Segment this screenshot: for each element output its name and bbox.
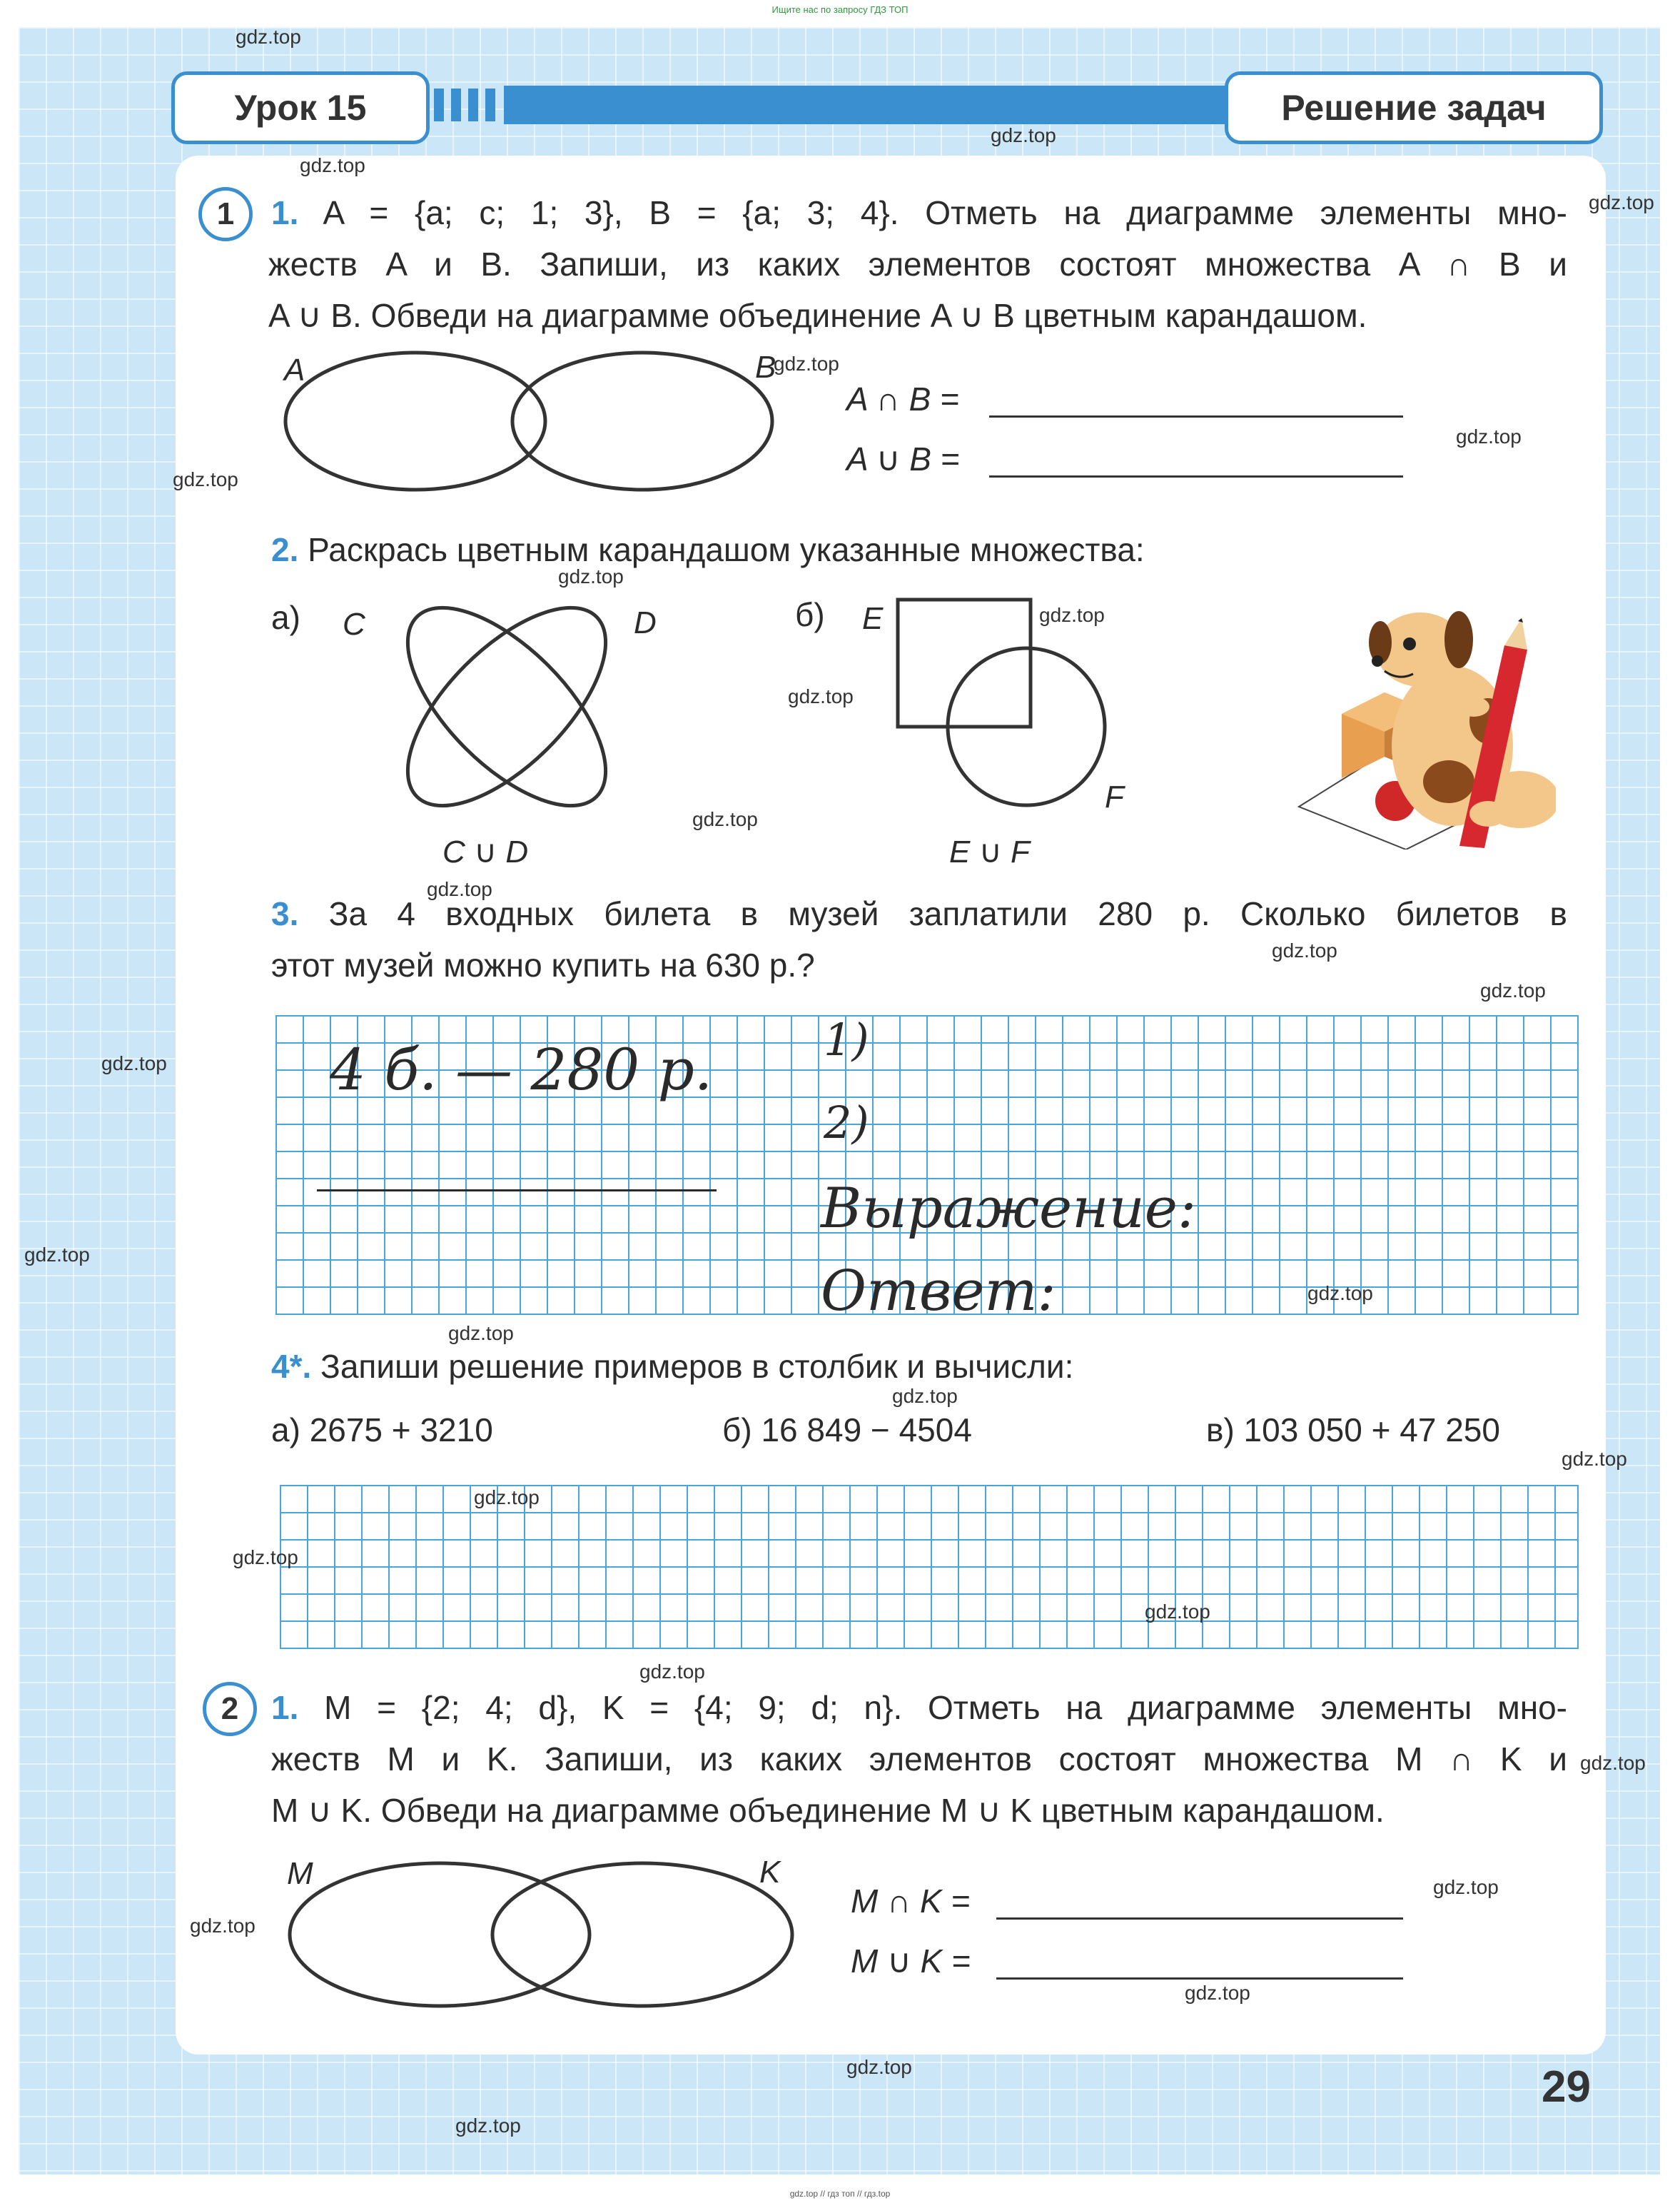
union-ab-answer-line[interactable] <box>989 475 1403 478</box>
header-stripes <box>434 89 500 121</box>
task-3-line-2: этот музей можно купить на 630 р.? <box>271 947 815 984</box>
set-a-ellipse[interactable] <box>285 353 545 490</box>
section-2-badge: 2 <box>203 1682 257 1736</box>
set-k-ellipse[interactable] <box>492 1863 792 2006</box>
task-2-line <box>271 524 1413 575</box>
lesson-label: Урок 15 <box>171 71 430 144</box>
task-1-line-1 <box>271 187 1567 238</box>
watermark: gdz.top <box>1433 1876 1499 1898</box>
label-f: F <box>1105 780 1124 815</box>
watermark: gdz.top <box>892 1385 958 1407</box>
example-b <box>722 1411 972 1449</box>
set-c-ellipse[interactable] <box>375 585 638 838</box>
shapes-ef <box>885 593 1128 821</box>
caption-e-union-f: E ∪ F <box>949 835 1030 869</box>
venn-label-a: A <box>284 353 305 388</box>
task-4-line <box>271 1341 1413 1392</box>
topic-label: Решение задач <box>1225 71 1603 144</box>
intersection-mk-answer-line[interactable] <box>996 1917 1403 1920</box>
label-c: C <box>343 607 365 642</box>
s2-task-1-number: 1. <box>271 1689 299 1726</box>
example-c-expr: 103 050 + 47 250 <box>1243 1411 1500 1448</box>
top-note: Ищите нас по запросу ГДЗ ТОП <box>771 4 909 15</box>
task-2-part-a-label: а) <box>271 599 300 636</box>
intersection-ab-answer-line[interactable] <box>989 415 1403 418</box>
set-m-ellipse[interactable] <box>290 1863 589 2006</box>
watermark: gdz.top <box>1562 1448 1627 1470</box>
puppy-with-pencil-illustration <box>1270 607 1556 850</box>
watermark: gdz.top <box>300 154 365 176</box>
union-ab-label: A ∪ B = <box>846 440 960 478</box>
watermark: gdz.top <box>190 1915 255 1937</box>
watermark: gdz.top <box>991 124 1056 146</box>
watermark: gdz.top <box>1185 1982 1250 2004</box>
handwritten-step-2: 2) <box>824 1097 869 1149</box>
task-3-number: 3. <box>271 895 299 932</box>
task-1-line-3: A ∪ B. Обведи на диаграмме объединение A ∪ B цветным карандашом. <box>268 297 1367 334</box>
watermark: gdz.top <box>101 1052 167 1074</box>
task-4-number: 4*. <box>271 1348 312 1385</box>
watermark: gdz.top <box>846 2056 912 2078</box>
section-1-badge: 1 <box>198 187 253 241</box>
watermark: gdz.top <box>1580 1752 1646 1774</box>
s2-task-1-line-1 <box>271 1682 1567 1733</box>
watermark: gdz.top <box>1272 939 1337 962</box>
venn-label-b: B <box>755 350 776 385</box>
watermark: gdz.top <box>788 685 854 707</box>
watermark: gdz.top <box>1589 191 1654 213</box>
handwritten-expression: Выражение: <box>821 1176 1197 1241</box>
venn-diagram-ab <box>271 343 799 500</box>
watermark: gdz.top <box>1480 979 1546 1002</box>
watermark: gdz.top <box>448 1322 514 1344</box>
intersection-mk-label: M ∩ K = <box>851 1882 971 1920</box>
page-number: 29 <box>1542 2062 1591 2112</box>
venn-diagram-cd <box>357 585 671 842</box>
example-a-expr: 2675 + 3210 <box>309 1411 493 1448</box>
watermark: gdz.top <box>558 565 624 588</box>
header-bar <box>504 86 1235 124</box>
watermark: gdz.top <box>639 1660 705 1683</box>
watermark: gdz.top <box>1456 425 1522 448</box>
task-2-text: Раскрась цветным карандашом указанные множества: <box>308 531 1145 568</box>
caption-c-union-d: C ∪ D <box>442 835 529 869</box>
watermark: gdz.top <box>455 2114 521 2137</box>
venn-label-k: K <box>759 1855 781 1890</box>
task-2-number: 2. <box>271 531 299 568</box>
watermark: gdz.top <box>427 878 492 900</box>
set-b-ellipse[interactable] <box>512 353 772 490</box>
task-1-line-2: жеств A и B. Запиши, из каких элементов состоят множества A ∩ B и <box>268 246 1567 283</box>
venn-diagram-mk <box>278 1849 806 2020</box>
union-mk-label: M ∪ K = <box>851 1942 971 1980</box>
watermark: gdz.top <box>24 1244 90 1266</box>
intersection-ab-label: A ∩ B = <box>846 380 959 418</box>
handwritten-condition: 4 б. — 280 р. <box>330 1037 713 1103</box>
watermark: gdz.top <box>233 1546 298 1568</box>
example-a <box>271 1411 493 1449</box>
watermark: gdz.top <box>236 26 301 48</box>
task-1-number: 1. <box>271 194 299 231</box>
handwritten-answer: Ответ: <box>821 1259 1056 1324</box>
watermark: gdz.top <box>692 808 758 830</box>
task-4-answer-grid[interactable] <box>280 1485 1579 1649</box>
bottom-note: gdz.top // гдз топ // гдз.top <box>789 2189 891 2199</box>
s2-task-1-text-1: M = {2; 4; d}, K = {4; 9; d; n}. Отметь на диаграмме элементы мно- <box>324 1689 1567 1726</box>
task-4-text: Запиши решение примеров в столбик и вычисли: <box>320 1348 1074 1385</box>
watermark: gdz.top <box>1307 1282 1373 1304</box>
s2-task-1-line-3: M ∪ K. Обведи на диаграмме объединение M ∪ K цветным карандашом. <box>271 1792 1385 1829</box>
task-1-text-1: A = {a; c; 1; 3}, B = {a; 3; 4}. Отметь на диаграмме элементы мно- <box>323 194 1568 231</box>
example-a-label: а) <box>271 1411 300 1448</box>
task-2-part-b-label: б) <box>795 596 825 633</box>
example-b-label: б) <box>722 1411 752 1448</box>
task-3-text-1: За 4 входных билета в музей заплатили 280 р. Сколько билетов в <box>328 895 1567 932</box>
set-d-ellipse[interactable] <box>375 585 638 838</box>
handwritten-step-1: 1) <box>824 1014 869 1066</box>
watermark: gdz.top <box>1145 1600 1210 1623</box>
example-b-expr: 16 849 − 4504 <box>761 1411 972 1448</box>
label-d: D <box>634 605 657 640</box>
s2-task-1-line-2: жеств M и K. Запиши, из каких элементов состоят множества M ∩ K и <box>271 1740 1567 1778</box>
watermark: gdz.top <box>474 1486 540 1508</box>
label-e: E <box>862 601 884 636</box>
watermark: gdz.top <box>173 468 238 490</box>
example-c <box>1206 1411 1500 1449</box>
example-c-label: в) <box>1206 1411 1235 1448</box>
watermark: gdz.top <box>1039 604 1105 626</box>
handwritten-underline <box>317 1189 717 1191</box>
watermark: gdz.top <box>774 353 839 375</box>
set-e-square[interactable] <box>898 600 1031 727</box>
union-mk-answer-line[interactable] <box>996 1977 1403 1980</box>
venn-label-m: M <box>287 1856 313 1891</box>
